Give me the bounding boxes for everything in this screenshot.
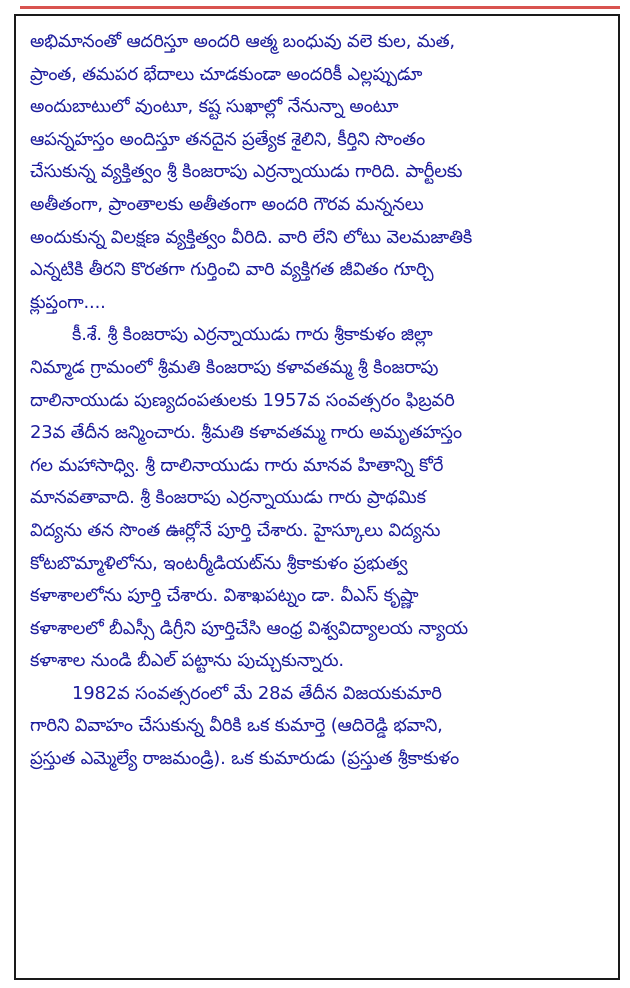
paragraph-line: 1982వ సంవత్సరంలో మే 28వ తేదీన విజయకుమారి <box>72 682 442 704</box>
paragraph-line: విద్యను తన సొంత ఊర్లోనే పూర్తి చేశారు. హైస్కూలు విద్యను <box>30 519 441 541</box>
paragraph-line: అందుబాటులో వుంటూ, కష్ట సుఖాల్లో నేనున్నా అంటూ <box>30 96 399 118</box>
paragraph-line: నిమ్మాడ గ్రామంలో శ్రీమతి కింజరాపు కళావతమ్మ శ్రీ కింజరాపు <box>30 356 439 378</box>
paragraph-line: దాలినాయుడు పుణ్యదంపతులకు 1957వ సంవత్సరం ఫిబ్రవరి <box>30 389 455 411</box>
paragraph-line: ప్రాంత, తమపర భేదాలు చూడకుండా అందరికీ ఎల్లప్పుడూ <box>30 63 423 85</box>
paragraph-line: 23వ తేదీన జన్మించారు. శ్రీమతి కళావతమ్మ గారు అమృతహస్తం <box>30 422 462 444</box>
paragraph-line: చేసుకున్న వ్యక్తిత్వం శ్రీ కింజరాపు ఎర్రన్నాయుడు గారిది. పార్టీలకు <box>30 161 463 183</box>
paragraph-line: కోటబొమ్మాళిలోను, ఇంటర్మీడియట్‌ను శ్రీకాకుళం ప్రభుత్వ <box>30 552 408 574</box>
paragraph-line: అందుకున్న విలక్షణ వ్యక్తిత్వం వీరిది. వారి లేని లోటు వెలమజాతికి <box>30 226 473 248</box>
paragraph-line: అతీతంగా, ప్రాంతాలకు అతీతంగా అందరి గౌరవ మన్ననలు <box>30 193 424 215</box>
top-rule <box>20 6 620 9</box>
paragraph-line: క్లుప్తంగా.... <box>30 291 106 313</box>
paragraph-line: అభిమానంతో ఆదరిస్తూ అందరి ఆత్మ బంధువు వలె కుల, మత, <box>30 31 455 52</box>
paragraph-line: ఎన్నటికి తీరని కొరతగా గుర్తించి వారి వ్యక్తిగత జీవితం గూర్చి <box>30 259 434 281</box>
paragraph-line: మానవతావాది. శ్రీ కింజరాపు ఎర్రన్నాయుడు గారు ప్రాథమిక <box>30 487 426 509</box>
paragraph-line: ప్రస్తుత ఎమ్మెల్యే రాజమండ్రి). ఒక కుమారుడు (ప్రస్తుత శ్రీకాకుళం <box>30 748 460 770</box>
paragraph-line: కళాశాలలోను పూర్తి చేశారు. విశాఖపట్నం డా. వీఎస్ కృష్ణా <box>30 585 419 607</box>
paragraph-line: గల మహాసాధ్వి. శ్రీ దాలినాయుడు గారు మానవ హితాన్ని కోరే <box>30 454 444 476</box>
paragraph-line: గారిని వివాహం చేసుకున్న వీరికి ఒక కుమార్తె (ఆదిరెడ్డి భవాని, <box>30 715 443 737</box>
paragraph-line: కళాశాలలో బీఎస్సీ డిగ్రీని పూర్తిచేసి ఆంధ్ర విశ్వవిద్యాలయ న్యాయ <box>30 617 468 639</box>
paragraph-line: ఆపన్నహస్తం అందిస్తూ తనదైన ప్రత్యేక శైలిని, కీర్తిని సొంతం <box>30 128 426 150</box>
paragraph-line: కీ.శే. శ్రీ కింజరాపు ఎర్రన్నాయుడు గారు శ్రీకాకుళం జిల్లా <box>72 324 433 346</box>
article-box <box>14 14 620 980</box>
paragraph-line: కళాశాల నుండి బీఎల్ పట్టాను పుచ్చుకున్నారు. <box>30 650 344 672</box>
